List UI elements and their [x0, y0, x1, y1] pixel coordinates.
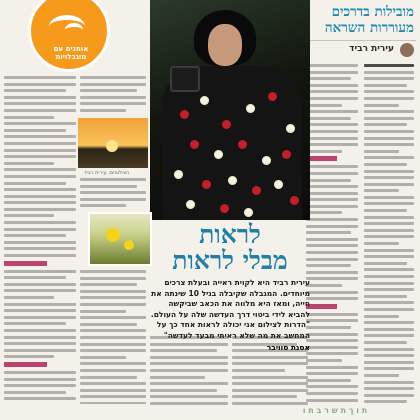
face-shape [208, 24, 242, 66]
section-kicker [302, 0, 420, 36]
text-column-right [364, 64, 414, 404]
text-column-left [4, 76, 76, 404]
photo-caption: הצילומים: עירית רביד [84, 170, 130, 176]
camera-icon [170, 66, 200, 92]
author-name: עירית רביד [349, 44, 394, 54]
deck-text: עירית רביד היא לקוית ראייה ובעלת צרכים מיוחדים. המגבלה שקיבלה בגיל 10 שינתה את חייה, ומאז היא מלווה את הכאב שביקשה להביא לידי ביטוי דרך העדשה שלה על העולם. "הדרות לצילום אני יכולה לראות אחד כך על המחשב את מה שלא ראיתי מבעד לעדשה" [150, 278, 310, 340]
text-column-mid-left-3 [80, 270, 146, 404]
article-headline [150, 222, 310, 274]
footer-watermark: ת ו ך ת ש ר ב ת ו [302, 406, 368, 415]
article-deck [150, 278, 310, 354]
sunset-photo [78, 118, 148, 168]
logo-text: אומנים עם מוגבלויות [53, 45, 89, 61]
text-column-mid-left [80, 76, 146, 116]
text-column-mid-left-2 [80, 178, 146, 210]
headline-line-2: מבלי לראות [172, 246, 288, 275]
sun-shape [106, 140, 118, 152]
plant-photo [88, 212, 152, 266]
headline-line-1: לראות [199, 220, 261, 249]
bloom-shape [106, 228, 120, 242]
logo-badge [28, 0, 110, 72]
article-header [302, 0, 420, 62]
author-photo [150, 0, 310, 220]
bird-small-icon [65, 23, 83, 37]
author-avatar [400, 43, 414, 57]
author-row [304, 40, 416, 59]
bloom-shape-2 [124, 240, 134, 250]
text-column-right-2 [306, 64, 358, 404]
kicker-line-1: מובילות בדרכים [331, 4, 414, 20]
kicker-line-2: מעוררות השראה [324, 20, 414, 36]
deck-byline: אסנת סוויבר [266, 343, 310, 352]
